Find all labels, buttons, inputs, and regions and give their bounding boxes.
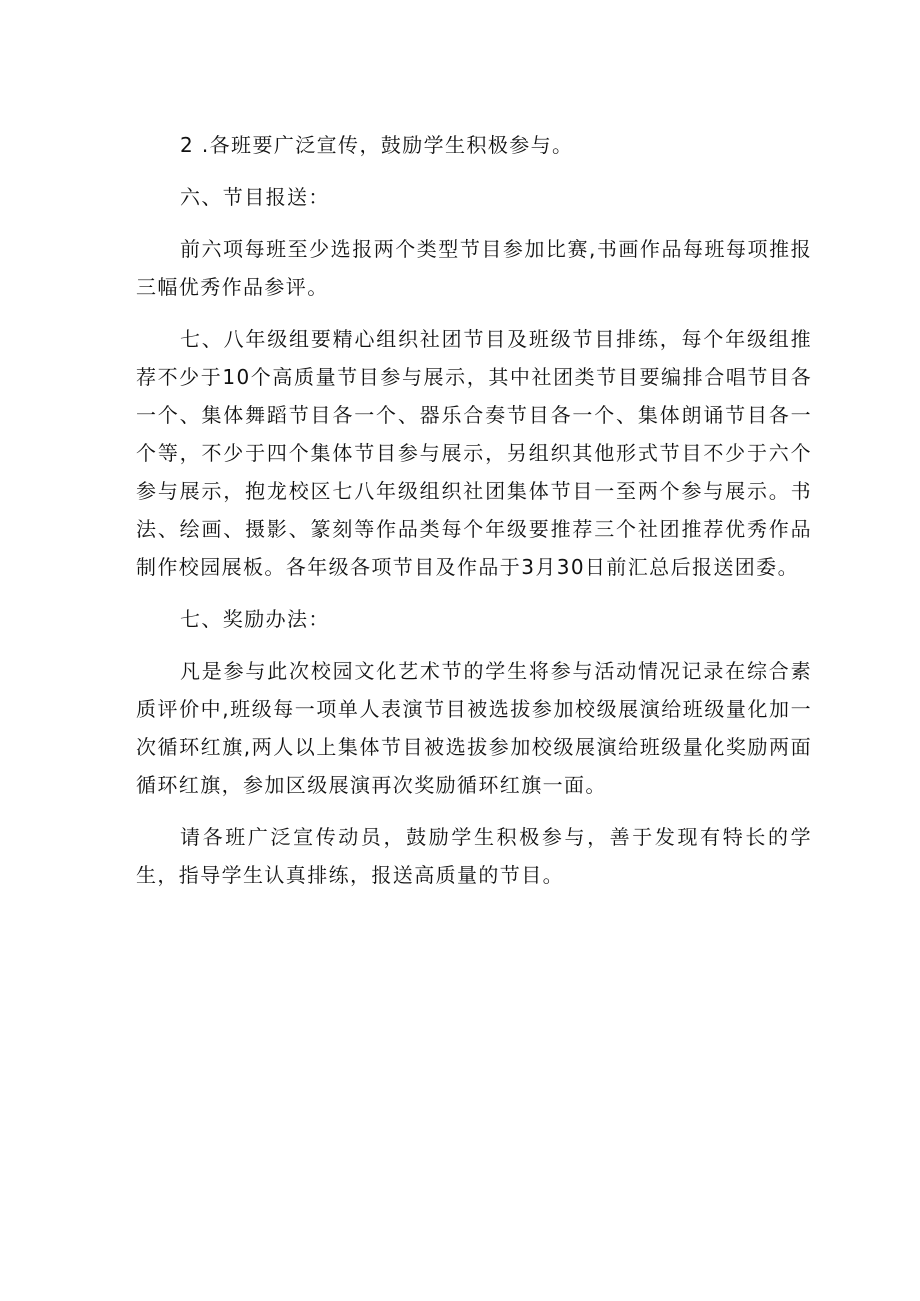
paragraph-grade-programs: 七、八年级组要精心组织社团节目及班级节目排练，每个年级组推荐不少于10个高质量节目参与展示，其中社团类节目要编排合唱节目各一个、集体舞蹈节目各一个、器乐合奏节目各一个、集体朗诵节目各一个等，不少于四个集体节目参与展示，另组织其他形式节目不少于六个参与展示，抱龙校区七八年级组织社团集体节目一至两个参与展示。书法、绘画、摄影、篆刻等作品类每个年级要推荐三个社团推荐优秀作品制作校园展板。各年级各项节目及作品于3月30日前汇总后报送团委。 (136, 327, 812, 579)
paragraph-closing: 请各班广泛宣传动员，鼓励学生积极参与，善于发现有特长的学生，指导学生认真排练，报送高质量的节目。 (136, 825, 812, 887)
heading-program-submission: 六、节目报送： (180, 185, 330, 209)
paragraph-publicity: 2 .各班要广泛宣传，鼓励学生积极参与。 (180, 133, 574, 157)
heading-rewards: 七、奖励办法： (180, 607, 330, 631)
document-body (136, 126, 812, 908)
paragraph-submission-rules: 前六项每班至少选报两个类型节目参加比赛,书画作品每班每项推报三幅优秀作品参评。 (136, 237, 812, 299)
paragraph-reward-rules: 凡是参与此次校园文化艺术节的学生将参与活动情况记录在综合素质评价中,班级每一项单人表演节目被选拔参加校级展演给班级量化加一次循环红旗,两人以上集体节目被选拔参加校级展演给班级量化奖励两面循环红旗，参加区级展演再次奖励循环红旗一面。 (136, 659, 812, 797)
